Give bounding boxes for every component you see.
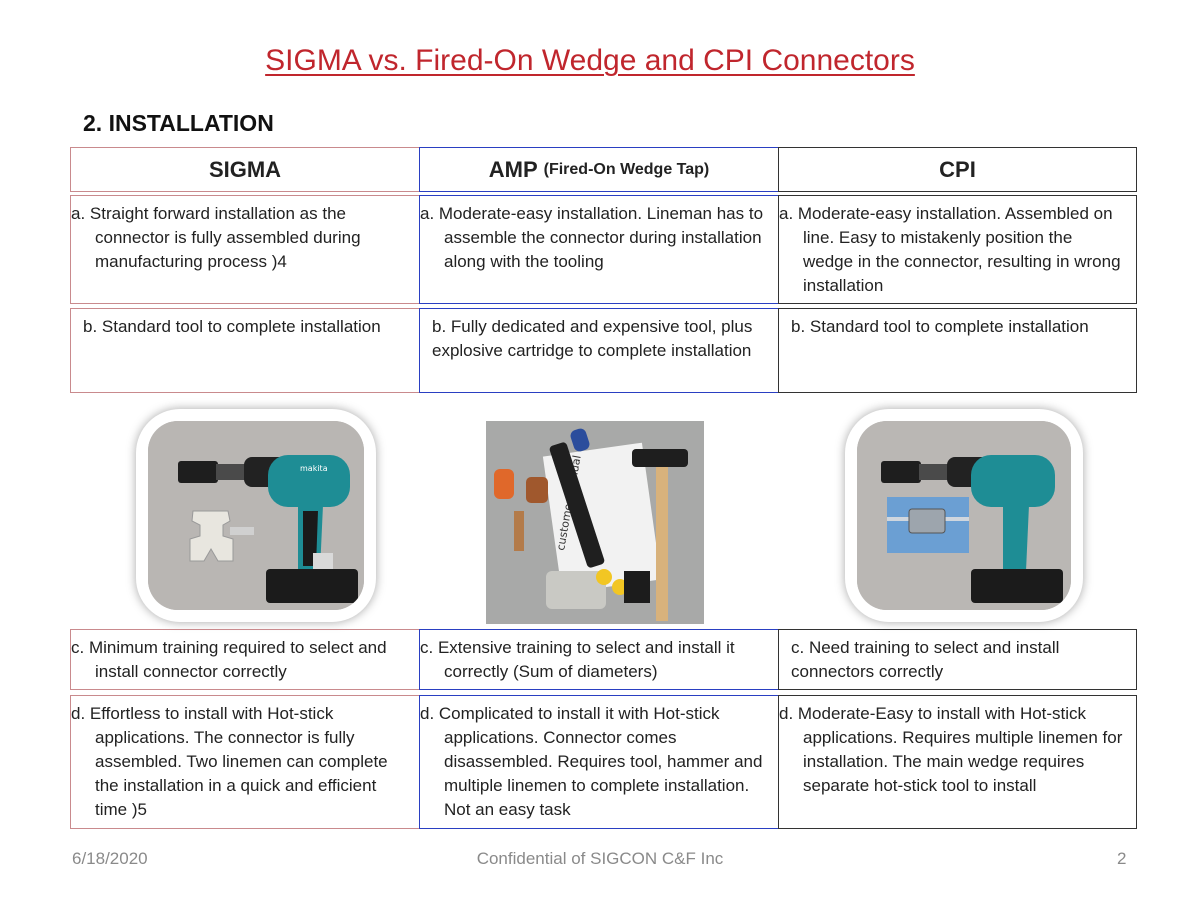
- row-a: [70, 195, 1139, 304]
- cell-b-cpi: b. Standard tool to complete installation: [778, 308, 1137, 393]
- cpi-drill-image: [857, 421, 1071, 610]
- cpi-connector-image: [887, 497, 969, 553]
- cell-d-cpi: d. Moderate-Easy to install with Hot-stick applications. Requires multiple linemen for installation. The main wedge requires separate hot-stick tool to install: [778, 695, 1137, 829]
- amp-tools-photo: [486, 421, 704, 624]
- comparison-header-row: [70, 147, 1139, 192]
- cell-b-amp: b. Fully dedicated and expensive tool, plus explosive cartridge to complete installation: [419, 308, 779, 393]
- section-heading: 2. INSTALLATION: [83, 110, 274, 136]
- header-sigma: SIGMA: [70, 147, 420, 192]
- slide-title: SIGMA vs. Fired-On Wedge and CPI Connectors: [265, 44, 915, 77]
- cell-a-cpi: a. Moderate-easy installation. Assembled on line. Easy to mistakenly position the wedge in the connector, resulting in wrong installation: [778, 195, 1137, 304]
- row-d: [70, 695, 1139, 829]
- cell-d-amp: d. Complicated to install it with Hot-stick applications. Connector comes disassembled. Requires tool, hammer and multiple linemen to complete installation. Not an easy task: [419, 695, 779, 829]
- cell-d-sigma: d. Effortless to install with Hot-stick applications. The connector is fully assembled. Two linemen can complete the installation in a quick and efficient time )5: [70, 695, 420, 829]
- header-amp-subtitle: (Fired-On Wedge Tap): [543, 160, 710, 178]
- footer-date: 6/18/2020: [72, 849, 148, 868]
- sigma-tool-photo: [136, 409, 376, 622]
- header-amp: AMP (Fired-On Wedge Tap): [419, 147, 779, 192]
- cell-a-sigma: a. Straight forward installation as the connector is fully assembled during manufacturing process )4: [70, 195, 420, 304]
- cell-c-cpi: c. Need training to select and install connectors correctly: [778, 629, 1137, 690]
- cell-c-amp: c. Extensive training to select and install it correctly (Sum of diameters): [419, 629, 779, 690]
- drill-brand-label: makita: [300, 464, 328, 473]
- cpi-tool-photo: [845, 409, 1083, 622]
- cell-c-sigma: c. Minimum training required to select and install connector correctly: [70, 629, 420, 690]
- footer-page-number: 2: [1117, 849, 1127, 868]
- drill-image: [148, 421, 364, 610]
- cell-a-amp: a. Moderate-easy installation. Lineman has to assemble the connector during installation along with the tooling: [419, 195, 779, 304]
- row-b: [70, 308, 1139, 393]
- header-cpi: CPI: [778, 147, 1137, 192]
- amp-tool-kit-image: [486, 421, 704, 624]
- cell-b-sigma: b. Standard tool to complete installation: [70, 308, 420, 393]
- row-c: [70, 629, 1139, 690]
- footer-confidential: Confidential of SIGCON C&F Inc: [476, 849, 724, 868]
